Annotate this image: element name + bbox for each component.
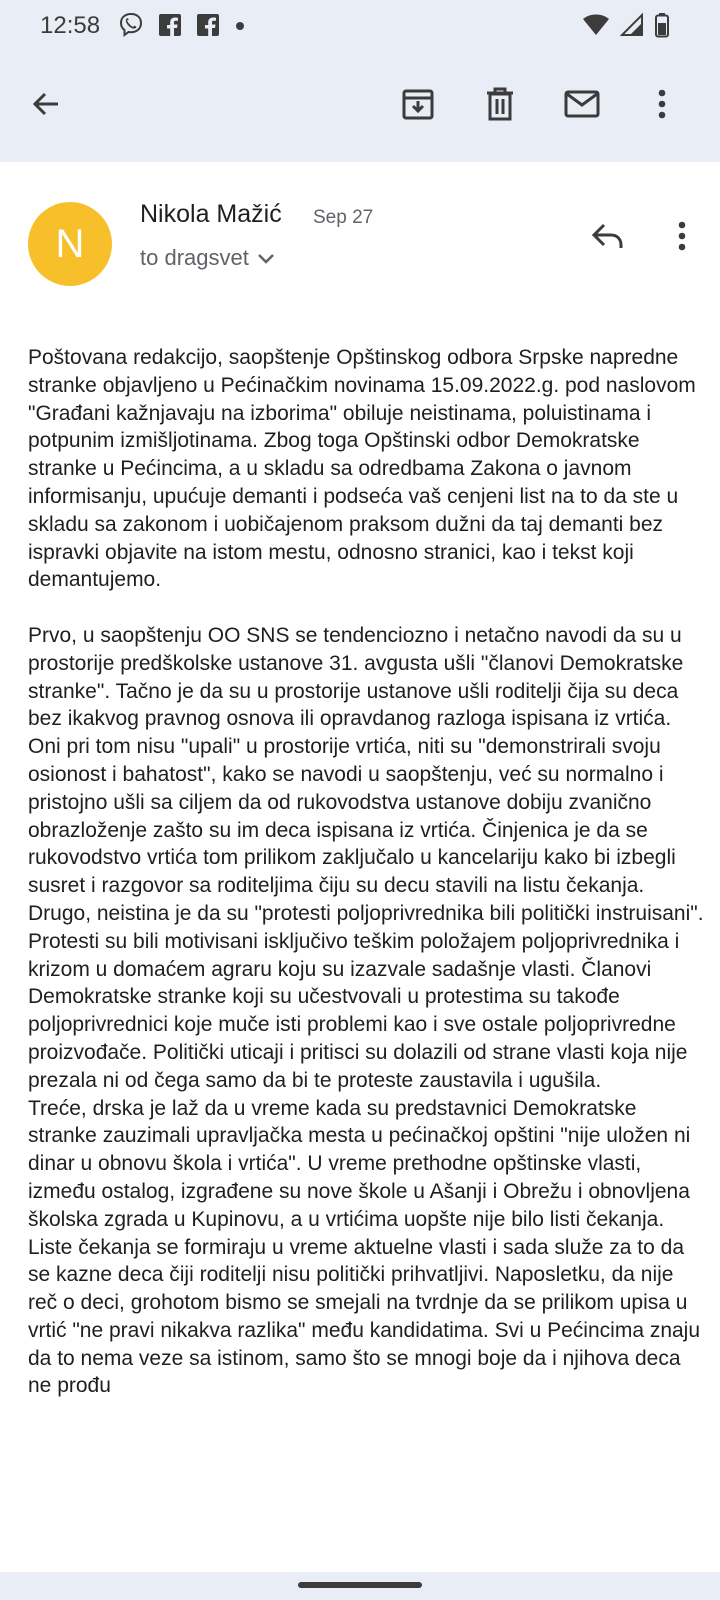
avatar-letter: N <box>55 221 85 266</box>
top-app-bar <box>0 52 720 162</box>
avatar[interactable] <box>28 202 112 286</box>
chevron-down-icon <box>257 245 275 271</box>
status-time: 12:58 <box>40 12 101 39</box>
more-vert-icon <box>677 221 687 256</box>
recipients-toggle[interactable] <box>140 245 275 271</box>
more-options-button[interactable] <box>636 80 688 132</box>
navigation-bar <box>0 1572 720 1600</box>
archive-icon <box>401 87 435 126</box>
gesture-handle[interactable] <box>298 1582 422 1588</box>
body-paragraph: Poštovana redakcijo, saopštenje Opštinskog odbora Srpske napredne stranke objavljeno u Pećinačkim novinama 15.09.2022.g. pod naslovom "Građani kažnjavaju na izborima" obiluje neistinama, poluistinama i potpunim izmišljotinama. Zbog toga Opštinski odbor Demokratske stranke u Pećincima, a u skladu sa odredbama Zakona o javnom informisanju, upućuje demanti i podseća vaš cenjeni list na to da ste u skladu sa zakonom i uobičajenom praksom dužni da taj demanti bez ispravki objavite na istom mestu, odnosno stranici, kao i tekst koji demantujemo. <box>28 346 702 592</box>
battery-icon <box>654 12 670 43</box>
status-bar <box>0 0 720 52</box>
wifi-icon <box>582 13 610 42</box>
delete-icon <box>485 87 515 126</box>
archive-button[interactable] <box>392 80 444 132</box>
reply-icon <box>591 222 625 255</box>
back-icon <box>30 88 62 125</box>
message-more-button[interactable] <box>662 214 702 262</box>
message-body <box>28 344 710 1400</box>
body-paragraph: Prvo, u saopštenju OO SNS se tendenciozno i netačno navodi da su u prostorije predškolske ustanove 31. avgusta ušli "članovi Demokratske stranke". Tačno je da su u prostorije ustanove ušli roditelji čija su deca bez ikakvog pravnog osnova ili opravdanog razloga ispisana iz vrtića. Oni pri tom nisu "upali" u prostorije vrtića, niti su "demonstrirali svoju osionost i bahatost", kako se navodi u saopštenju, već su normalno i pristojno ušli sa ciljem da od rukovodstva ustanove dobiju zvanično obrazloženje zašto su im deca ispisana iz vrtića. Činjenica je da se rukovodstvo vrtića tom prilikom zaključalo u kancelariju kako bi izbegli susret i razgovor sa roditeljima čiju su decu stavili na listu čekanja. <box>28 623 690 898</box>
dot-icon <box>234 19 246 37</box>
notification-icons <box>118 12 246 43</box>
system-icons <box>582 12 670 43</box>
facebook-icon <box>196 13 220 42</box>
back-button[interactable] <box>20 80 72 132</box>
mail-icon <box>564 90 600 123</box>
message-date: Sep 27 <box>313 207 374 228</box>
facebook-icon <box>158 13 182 42</box>
signal-icon <box>620 13 644 42</box>
sender-name[interactable]: Nikola Mažić <box>140 200 282 228</box>
message-view <box>0 162 720 1572</box>
viber-icon <box>118 12 144 43</box>
more-vert-icon <box>657 89 667 124</box>
delete-button[interactable] <box>474 80 526 132</box>
reply-button[interactable] <box>584 214 632 262</box>
recipients-label: to dragsvet <box>140 245 249 270</box>
body-paragraph: Treće, drska je laž da u vreme kada su predstavnici Demokratske stranke zauzimali upravljačka mesta u pećinačkoj opštini "nije uložen ni dinar u obnovu škola i vrtića". U vreme prethodne opštinske vlasti, između ostalog, izgrađene su nove škole u Ašanji i Obrežu i obnovljena školska zgrada u Kupinovu, a u vrtićima uopšte nije bilo listi čekanja. Liste čekanja se formiraju u vreme aktuelne vlasti i sada služe za to da se kazne deca čiji roditelji nisu politički prihvatljivi. Naposletku, da nije reč o deci, grohotom bismo se smejali na tvrdnje da se prilikom upisa u vrtić "ne pravi nikakva razlika" među kandidatima. Svi u Pećincima znaju da to nema veze sa istinom, samo što se mnogi boje da i njihova deca ne prođu <box>28 1096 706 1398</box>
mark-unread-button[interactable] <box>556 80 608 132</box>
body-paragraph: Drugo, neistina je da su "protesti poljoprivrednika bili politički instruisani". Protesti su bili motivisani isključivo teškim položajem poljoprivrednika i krizom u domaćem agraru koju su izazvale sadašnje vlasti. Članovi Demokratske stranke koji su učestvovali u protestima su takođe poljoprivrednici koje muče isti problemi kao i sve ostale poljoprivredne proizvođače. Politički uticaji i pritisci su dolazili od strane vlasti koja nije prezala ni od čega samo da bi te proteste zaustavila i ugušila. <box>28 901 710 1092</box>
